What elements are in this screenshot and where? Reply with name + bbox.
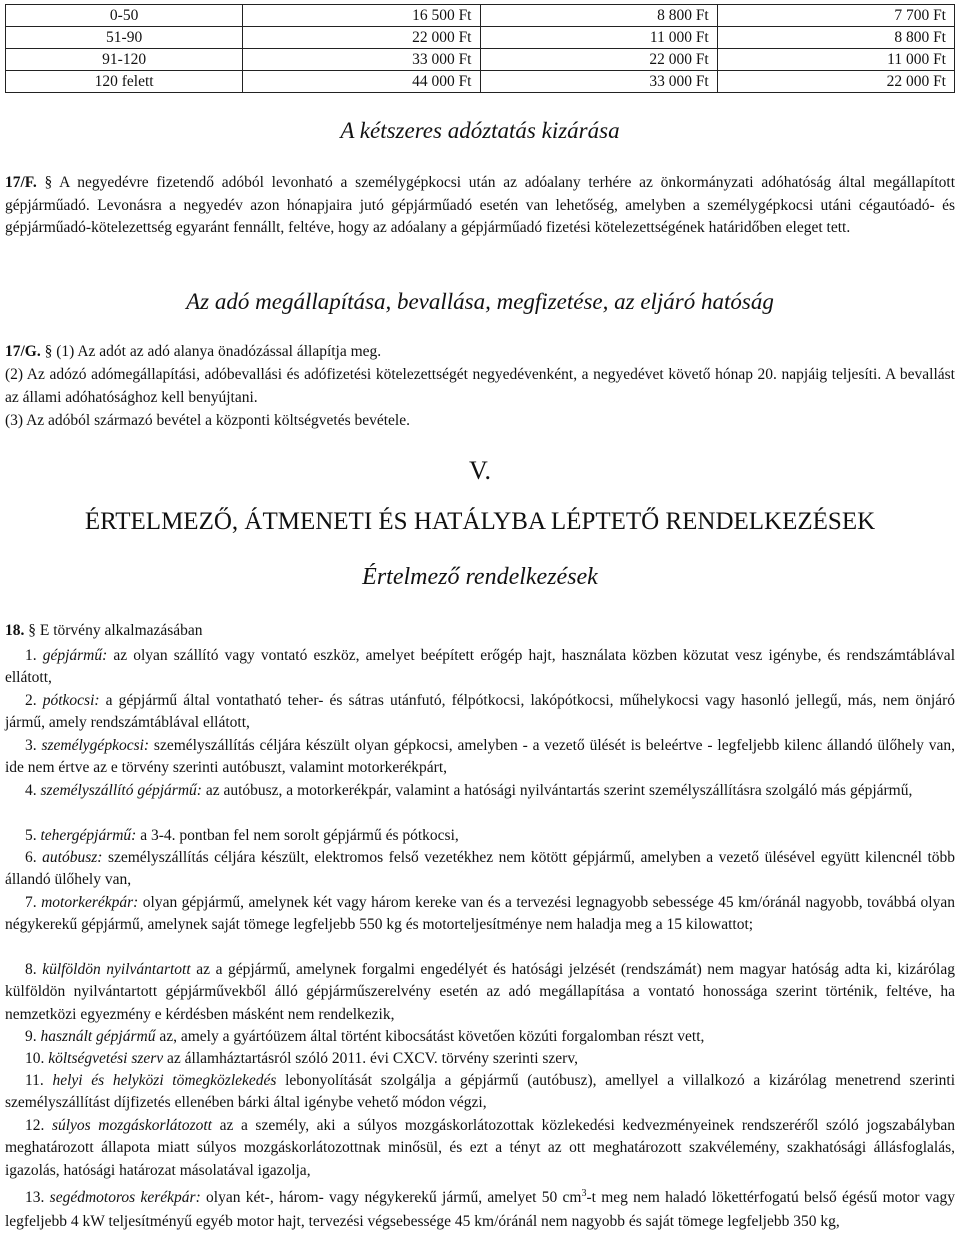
table-row (6, 71, 955, 93)
definition-number: 1. (25, 647, 37, 664)
definition-term: külföldön nyilvántartott (42, 961, 191, 978)
definition-item (5, 1048, 955, 1070)
table-cell-amount: 22 000 Ft (243, 27, 480, 49)
table-cell-amount: 22 000 Ft (717, 71, 954, 93)
definition-text: a 3-4. pontban fel nem sorolt gépjármű és pótkocsi, (136, 827, 459, 844)
definition-item (5, 780, 955, 802)
definition-text: az, amely a gyártóüzem által történt kibocsátást követően közúti forgalomban részt vett, (155, 1028, 705, 1045)
definition-text: személyszállítás céljára készült olyan gépkocsi, amelyben - a vezető ülését is beleértve - legfeljebb kilenc állandó ülőhely van, ide nem értve az e törvény szerinti autóbuszt, valamint motorkerékpárt, (5, 737, 956, 777)
definition-term: súlyos mozgáskorlátozott (51, 1117, 212, 1134)
table-cell-range: 91-120 (6, 49, 243, 71)
definition-number: 3. (25, 737, 37, 754)
definition-number: 8. (25, 961, 37, 978)
table-cell-range: 51-90 (6, 27, 243, 49)
definition-text: lebonyolítását szolgálja a gépjármű (autóbusz), amellyel a villalkozó a kizárólag menetrend szerinti személyszállítást díjfizetés ellenében bárki által igénybe vehető módon végzi, (5, 1072, 956, 1112)
definition-item (5, 690, 955, 735)
section-sign: § (44, 174, 53, 191)
definition-number: 2. (25, 692, 37, 709)
table-cell-amount: 33 000 Ft (243, 49, 480, 71)
section-17g-3: (3) Az adóból származó bevétel a központi költségvetés bevétele. (5, 412, 410, 429)
table-cell-amount: 11 000 Ft (480, 27, 717, 49)
section-18 (5, 620, 955, 643)
definition-term: személyszállító gépjármű: (40, 782, 202, 799)
chapter-number: V. (469, 456, 491, 485)
definition-term: használt gépjármű (40, 1028, 156, 1045)
table-cell-amount: 22 000 Ft (480, 49, 717, 71)
heading-tax-authority: Az adó megállapítása, bevallása, megfizetése, az eljáró hatóság (186, 289, 774, 314)
definition-item (5, 1115, 955, 1182)
section-number: 17/F. (5, 174, 37, 191)
table-cell-amount: 8 800 Ft (480, 5, 717, 27)
table-cell-amount: 33 000 Ft (480, 71, 717, 93)
section-text: (1) Az adót az adó alanya önadózással állapítja meg. (52, 343, 382, 360)
definition-item (5, 847, 955, 892)
table-row (6, 27, 955, 49)
definition-number: 9. (25, 1028, 37, 1045)
definition-text: a gépjármű által vontatható teher- és sátras utánfutó, félpótkocsi, lakópótkocsi, műhelykocsi vagy hasonló jellegű, más, nem önjáró jármű, amely rendszámtáblával ellátott, (5, 692, 955, 732)
definition-item (5, 1026, 955, 1048)
definition-text: -t meg nem haladó lökettérfogatú belső égésű motor vagy legfeljebb 4 kW teljesítményű egyéb motor hajt, tervezési végsebessége 45 km/óránál nem nagyobb és saját tömege legfeljebb 350 kg, (5, 1189, 956, 1230)
definition-text: az olyan szállító vagy vontató eszköz, amelyet beépített erőgép hajt, használata közben közutat vesz igénybe, és rendszámtáblával ellátott, (5, 647, 955, 687)
heading-double-taxation: A kétszeres adóztatás kizárása (340, 118, 620, 143)
definition-term: tehergépjármű: (40, 827, 137, 844)
definition-item (5, 892, 955, 937)
definition-term: motorkerékpár: (41, 894, 139, 911)
definition-text: az a személy, aki a súlyos mozgáskorlátozottak közlekedési kedvezményeinek rendszeréről szóló jogszabályban meghatározott állapota miatt súlyos mozgáskorlátozottnak minősül, és ezt a tényt az ott meghatározott szakvélemény, szakhatósági állásfoglalás, igazolás, hatósági határozat másolatával igazolja, (5, 1117, 955, 1179)
definition-term: segédmotoros kerékpár: (49, 1189, 201, 1206)
superscript: 3 (581, 1187, 587, 1199)
definition-term: helyi és helyközi tömegközlekedés (52, 1072, 277, 1089)
section-17g-1 (5, 341, 955, 364)
definition-number: 11. (25, 1072, 44, 1089)
definition-item (5, 959, 955, 1026)
table-cell-amount: 44 000 Ft (243, 71, 480, 93)
definition-term: pótkocsi: (42, 692, 100, 709)
definition-text: olyan két-, három- vagy négykerekű jármű, amelyet 50 cm (200, 1189, 582, 1206)
section-sign: § (44, 343, 53, 360)
definition-item (5, 1186, 955, 1233)
definition-number: 12. (25, 1117, 45, 1134)
table-cell-amount: 16 500 Ft (243, 5, 480, 27)
rates-table (5, 4, 955, 93)
definition-text: az államháztartásról szóló 2011. évi CXCV. törvény szerinti szerv, (163, 1050, 578, 1067)
definition-text: személyszállítás céljára készült, elektromos felső vezetékhez nem kötött gépjármű, amelyben a vezető ülésével együtt kilencnél több állandó ülőhely van, (5, 849, 955, 889)
table-cell-range: 120 felett (6, 71, 243, 93)
table-cell-amount: 11 000 Ft (717, 49, 954, 71)
definition-term: autóbusz: (42, 849, 103, 866)
chapter-title: ÉRTELMEZŐ, ÁTMENETI ÉS HATÁLYBA LÉPTETŐ RENDELKEZÉSEK (84, 508, 876, 535)
section-17f (5, 172, 955, 240)
table-cell-amount: 7 700 Ft (717, 5, 954, 27)
table-row (6, 49, 955, 71)
definition-text: az a gépjármű, amelynek forgalmi engedélyét és hatósági jelzését (rendszámát) nem magyar hatóság adta ki, kizárólag külföldön nyilvántartott gépjárművekből álló gépjárműszerelvény esetén az adó megállapítása a vontató honossága szerint történik, feltéve, ha nemzetközi egyezmény e kérdésben másként nem rendelkezik, (5, 961, 955, 1023)
section-text: E törvény alkalmazásában (36, 622, 203, 639)
definition-item (5, 1070, 955, 1115)
table-row (6, 5, 955, 27)
section-number: 18. (5, 622, 25, 639)
section-text: A negyedévre fizetendő adóból levonható a személygépkocsi után az adóalany terhére az önkormányzati adóhatóság által megállapított gépjárműadó. Levonásra a negyedév azon hónapjaira jutó gépjárműadó esetén van lehetőség, amelyben a személygépkocsi utáni cégautóadó- és gépjárműadó-kötelezettség egyaránt fennállt, feltéve, hogy az adóalany a gépjárműadó fizetési kötelezettségének határidőben eleget tett. (5, 174, 956, 237)
definition-number: 4. (25, 782, 37, 799)
definition-text: olyan gépjármű, amelynek két vagy három kereke van és a tervezési legnagyobb sebessége 45 km/óránál nagyobb, továbbá olyan négykerekű gépjármű, amelynek saját tömege legfeljebb 550 kg és motorteljesítménye nem haladja meg a 15 kilowattot; (5, 894, 955, 934)
definition-term: gépjármű: (42, 647, 108, 664)
definition-number: 6. (25, 849, 37, 866)
definition-number: 10. (25, 1050, 45, 1067)
definition-item (5, 645, 955, 690)
definition-number: 7. (25, 894, 37, 911)
section-sign: § (28, 622, 36, 639)
definition-item (5, 735, 955, 780)
definition-number: 5. (25, 827, 37, 844)
definition-item (5, 825, 955, 847)
definition-term: költségvetési szerv (48, 1050, 164, 1067)
section-number: 17/G. (5, 343, 41, 360)
section-17g-2: (2) Az adózó adómegállapítási, adóbevallási és adófizetési kötelezettségét negyedévenként, a negyedévet követő hónap 20. napjáig teljesíti. A bevallást az állami adóhatósághoz kell benyújtani. (5, 366, 955, 406)
subheading-definitions: Értelmező rendelkezések (362, 564, 598, 590)
definition-text: az autóbusz, a motorkerékpár, valamint a hatósági nyilvántartás szerint személyszállításra szolgáló más gépjármű, (201, 782, 913, 799)
definition-term: személygépkocsi: (41, 737, 150, 754)
definition-number: 13. (25, 1189, 45, 1206)
table-cell-amount: 8 800 Ft (717, 27, 954, 49)
table-cell-range: 0-50 (6, 5, 243, 27)
